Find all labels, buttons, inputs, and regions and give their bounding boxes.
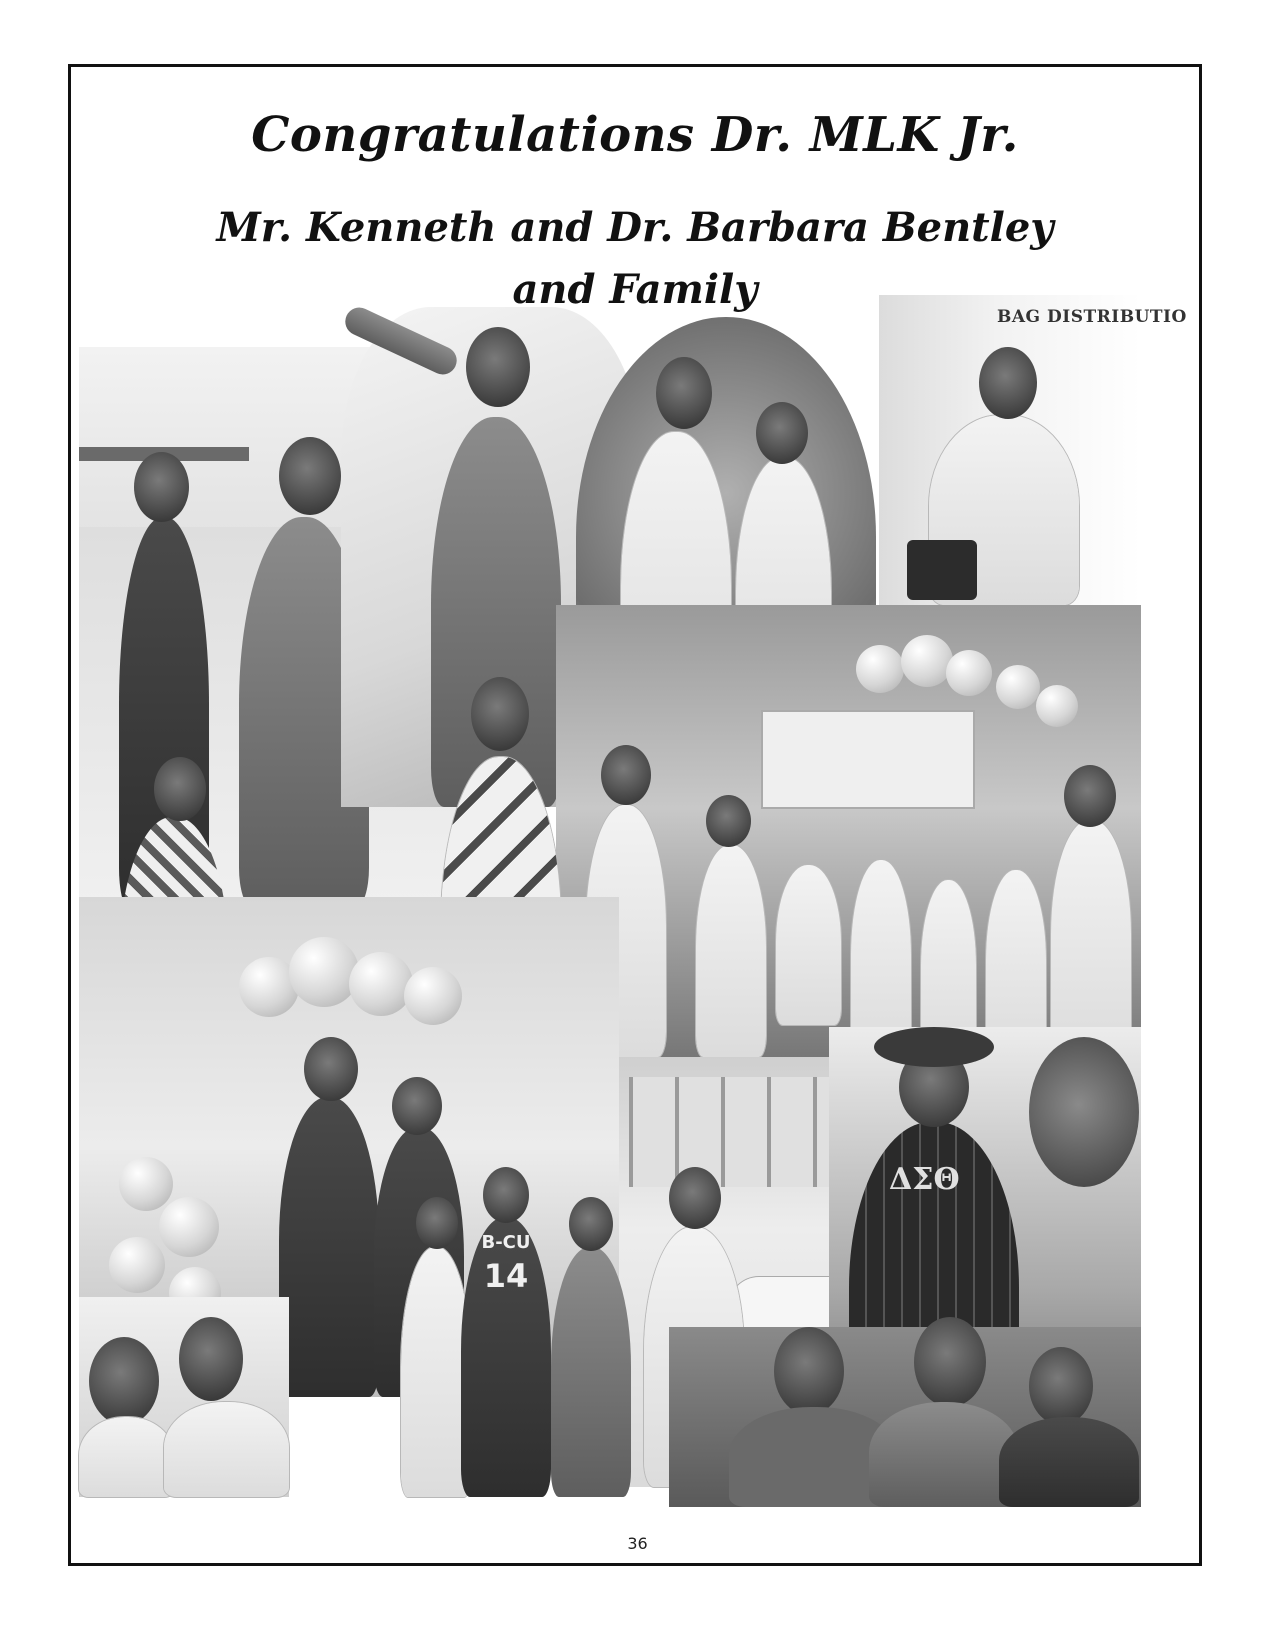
bag-distribution-sign: BAG DISTRIBUTIO: [997, 307, 1187, 327]
person-figure: [776, 865, 841, 1025]
person-head: [154, 757, 206, 821]
collage-frame: [68, 64, 1202, 1566]
person-head: [392, 1077, 442, 1135]
person-head: [1064, 765, 1116, 827]
person-head: [774, 1327, 844, 1415]
person-head: [89, 1337, 159, 1425]
waving-arm: [341, 303, 462, 379]
person-head: [601, 745, 651, 805]
person-head: [706, 795, 751, 847]
subtitle-line-1: Mr. Kenneth and Dr. Barbara Bentley: [216, 204, 1054, 251]
person-figure: [1051, 820, 1131, 1057]
page-title: Congratulations Dr. MLK Jr.: [251, 107, 1019, 163]
balloon: [119, 1157, 173, 1211]
person-head: [569, 1197, 613, 1251]
hat: [874, 1027, 994, 1067]
person-head: [304, 1037, 358, 1101]
person-head: [669, 1167, 721, 1229]
person-head: [471, 677, 529, 751]
person-head: [1029, 1347, 1093, 1425]
bag-distribution-photo: [879, 295, 1187, 605]
person-head: [979, 347, 1037, 419]
person-figure: [79, 1417, 174, 1497]
bcu-group-photo: [401, 1157, 631, 1497]
person-head: [179, 1317, 243, 1401]
person-figure: [999, 1417, 1139, 1507]
person-head: [279, 437, 341, 515]
person-head: [134, 452, 189, 522]
balloon: [856, 645, 904, 693]
person-figure: [164, 1402, 289, 1497]
jersey-letters: B-CU: [481, 1232, 531, 1253]
person-head: [483, 1167, 529, 1223]
balloon: [404, 967, 462, 1025]
balloon: [996, 665, 1040, 709]
person-figure: [696, 845, 766, 1057]
person-figure: [279, 1097, 379, 1397]
boy-grandmother-photo: [79, 1297, 289, 1497]
child-face: [1029, 1037, 1139, 1187]
reunion-banner: [761, 710, 975, 809]
person-head: [466, 327, 530, 407]
seated-group-photo: [669, 1327, 1141, 1507]
person-head: [656, 357, 712, 429]
person-head: [756, 402, 808, 464]
handbag: [907, 540, 977, 600]
person-head: [914, 1317, 986, 1407]
balloon: [289, 937, 359, 1007]
page-number: 36: [627, 1534, 648, 1553]
person-figure: [869, 1402, 1019, 1507]
balloon: [1036, 685, 1078, 727]
person-head: [416, 1197, 458, 1249]
balloon: [159, 1197, 219, 1257]
person-figure: [551, 1247, 631, 1497]
subtitle-line-2: and Family: [512, 266, 758, 313]
family-reunion-photo: [556, 605, 1141, 1057]
balloon: [349, 952, 413, 1016]
jersey-number: 14: [483, 1257, 529, 1295]
balloon: [109, 1237, 165, 1293]
balloon: [946, 650, 992, 696]
balloon: [901, 635, 953, 687]
sorority-letters: ΔΣΘ: [889, 1162, 960, 1197]
